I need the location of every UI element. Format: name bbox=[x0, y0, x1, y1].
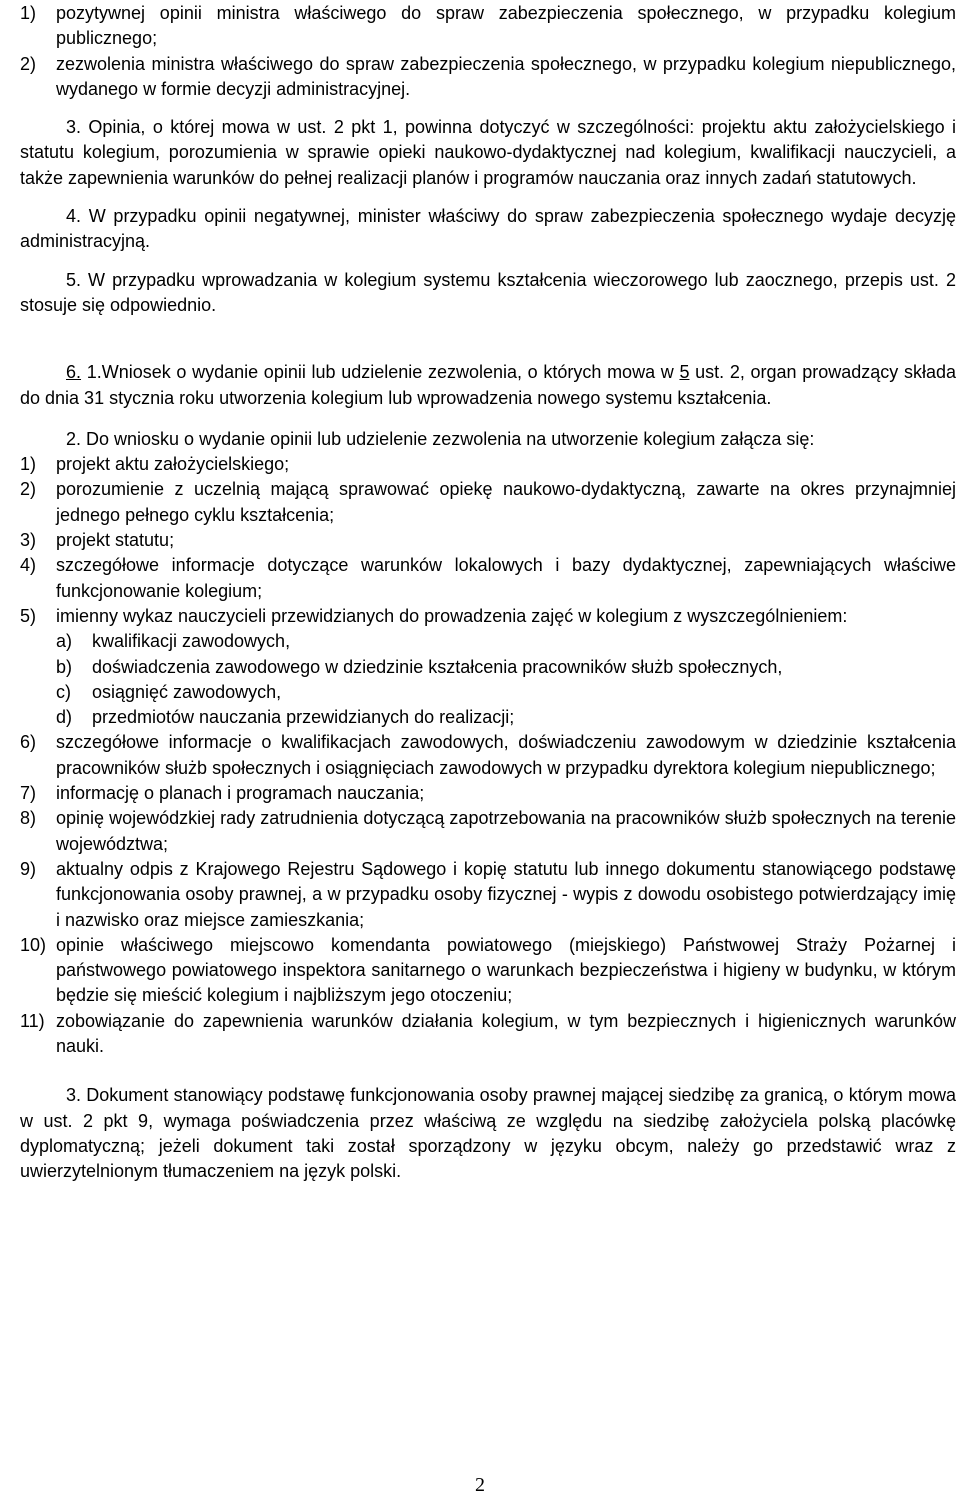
item-text: projekt statutu; bbox=[56, 530, 175, 551]
paragraph-4: 4. W przypadku opinii negatywnej, minister właściwy do spraw zabezpieczenia społecznego wydaje decyzję administracyjną. bbox=[20, 206, 956, 252]
sub-list-item bbox=[56, 629, 956, 654]
item-text: szczegółowe informacje dotyczące warunków lokalowych i bazy dydaktycznej, zapewniających właściwe funkcjonowanie kolegium; bbox=[56, 555, 956, 601]
item-number: 3) bbox=[20, 530, 37, 551]
list-item bbox=[20, 806, 956, 857]
item-number: 2) bbox=[20, 479, 37, 500]
list-item bbox=[20, 528, 956, 553]
item-text: porozumienie z uczelnią mającą sprawować opiekę naukowo-dydaktyczną, zawarte na okres przynajmniej jednego pełnego cyklu kształcenia; bbox=[56, 479, 956, 525]
attachment-list bbox=[20, 452, 956, 1059]
sec2-item-2 bbox=[20, 52, 956, 103]
sub-list-item bbox=[56, 705, 956, 730]
sub-item-letter: d) bbox=[56, 707, 73, 728]
sub-list-item bbox=[56, 680, 956, 705]
item-text: informację o planach i programach nauczania; bbox=[56, 783, 425, 804]
sub-item-text: przedmiotów nauczania przewidzianych do realizacji; bbox=[92, 707, 515, 728]
list-item bbox=[20, 452, 956, 477]
sub-list bbox=[56, 629, 956, 730]
item-text: zobowiązanie do zapewnienia warunków działania kolegium, w tym bezpiecznych i higienicznych warunków nauki. bbox=[56, 1010, 956, 1056]
item-text: projekt aktu założycielskiego; bbox=[56, 454, 290, 475]
item-number: 4) bbox=[20, 555, 37, 576]
item-text: pozytywnej opinii ministra właściwego do spraw zabezpieczenia społecznego, w przypadku kolegium publicznego; bbox=[56, 3, 956, 49]
item-text: imienny wykaz nauczycieli przewidzianych do prowadzenia zajęć w kolegium z wyszczególnieniem: bbox=[56, 605, 848, 626]
sub-item-letter: b) bbox=[56, 656, 73, 677]
list-item bbox=[20, 781, 956, 806]
list-item bbox=[20, 553, 956, 604]
item-number: 5) bbox=[20, 605, 37, 626]
item-text: opinię wojewódzkiej rady zatrudnienia dotyczącą zapotrzebowania na pracowników służb społecznych na terenie województwa; bbox=[56, 808, 956, 854]
document-page bbox=[20, 0, 956, 1184]
item-number: 1) bbox=[20, 3, 37, 23]
sub-item-text: osiągnięć zawodowych, bbox=[92, 681, 282, 702]
section-number-6: 6. bbox=[66, 362, 82, 383]
sub-item-text: kwalifikacji zawodowych, bbox=[92, 631, 291, 652]
paragraph-6-2-intro: 2. Do wniosku o wydanie opinii lub udzielenie zezwolenia na utworzenie kolegium załącza się: bbox=[66, 428, 815, 449]
paragraph-6-rest: ust. 2, organ prowadzący składa do dnia 31 stycznia roku utworzenia kolegium lub wprowadzenia nowego systemu kształcenia. bbox=[20, 362, 956, 408]
paragraph-3: 3. Opinia, o której mowa w ust. 2 pkt 1, powinna dotyczyć w szczególności: projektu aktu założycielskiego i statutu kolegium, porozumienia w sprawie opieki naukowo-dydaktycznej nad kolegium, kwalifikacji nauczycieli, a także zapewnienia warunków do pełnej realizacji planów i programów nauczania oraz innych zadań statutowych. bbox=[20, 117, 956, 188]
item-text: opinie właściwego miejscowo komendanta powiatowego (miejskiego) Państwowej Straży Pożarnej i państwowego powiatowego inspektora sanitarnego o warunkach bezpieczeństwa i higieny w budynku, w którym będzie się mieścić kolegium i najbliższym jego otoczeniu; bbox=[56, 934, 956, 1006]
paragraph-6-3: 3. Dokument stanowiący podstawę funkcjonowania osoby prawnej mającej siedzibę za granicą, o którym mowa w ust. 2 pkt 9, wymaga poświadczenia przez właściwą ze względu na siedzibę założyciela polską placówkę dyplomatyczną; jeżeli dokument taki został sporządzony w języku obcym, należy go przedstawić wraz z uwierzytelnionym tłumaczeniem na język polski. bbox=[20, 1085, 956, 1182]
list-item bbox=[20, 857, 956, 933]
item-number: 1) bbox=[20, 454, 37, 475]
paragraph-6-lead: 1.Wniosek o wydanie opinii lub udzielenie zezwolenia, o których mowa w bbox=[81, 362, 680, 383]
item-number: 6) bbox=[20, 732, 37, 753]
item-number: 11) bbox=[20, 1010, 45, 1031]
item-number: 7) bbox=[20, 783, 37, 804]
sub-item-letter: a) bbox=[56, 631, 73, 652]
item-text: zezwolenia ministra właściwego do spraw zabezpieczenia społecznego, w przypadku kolegium niepublicznego, wydanego w formie decyzji administracyjnej. bbox=[56, 53, 956, 99]
item-text: aktualny odpis z Krajowego Rejestru Sądowego i kopię statutu lub innego dokumentu stanowiącego podstawę funkcjonowania osoby prawnej, a w przypadku osoby fizycznej - wypis z dowodu osobistego potwierdzający imię i nazwisko oraz miejsce zamieszkania; bbox=[56, 858, 956, 930]
list-item bbox=[20, 933, 956, 1009]
sub-list-item bbox=[56, 655, 956, 680]
sub-item-letter: c) bbox=[56, 681, 71, 702]
item-number: 8) bbox=[20, 808, 37, 829]
paragraph-6 bbox=[20, 360, 956, 411]
list-item bbox=[20, 604, 956, 730]
item-number: 10) bbox=[20, 934, 47, 955]
item-number: 2) bbox=[20, 53, 37, 74]
page-number: 2 bbox=[475, 1474, 485, 1496]
list-item bbox=[20, 1009, 956, 1060]
paragraph-5: 5. W przypadku wprowadzania w kolegium systemu kształcenia wieczorowego lub zaocznego, przepis ust. 2 stosuje się odpowiednio. bbox=[20, 269, 956, 315]
sec2-item-1 bbox=[20, 1, 956, 52]
sub-item-text: doświadczenia zawodowego w dziedzinie kształcenia pracowników służb społecznych, bbox=[92, 656, 783, 677]
list-item bbox=[20, 730, 956, 781]
item-number: 9) bbox=[20, 858, 37, 879]
list-item bbox=[20, 477, 956, 528]
item-text: szczegółowe informacje o kwalifikacjach zawodowych, doświadczeniu zawodowym w dziedzinie kształcenia pracowników służb społecznych i osiągnięciach zawodowych w przypadku dyrektora kolegium niepublicznego; bbox=[56, 732, 956, 778]
paragraph-6-ref: 5 bbox=[679, 362, 690, 383]
